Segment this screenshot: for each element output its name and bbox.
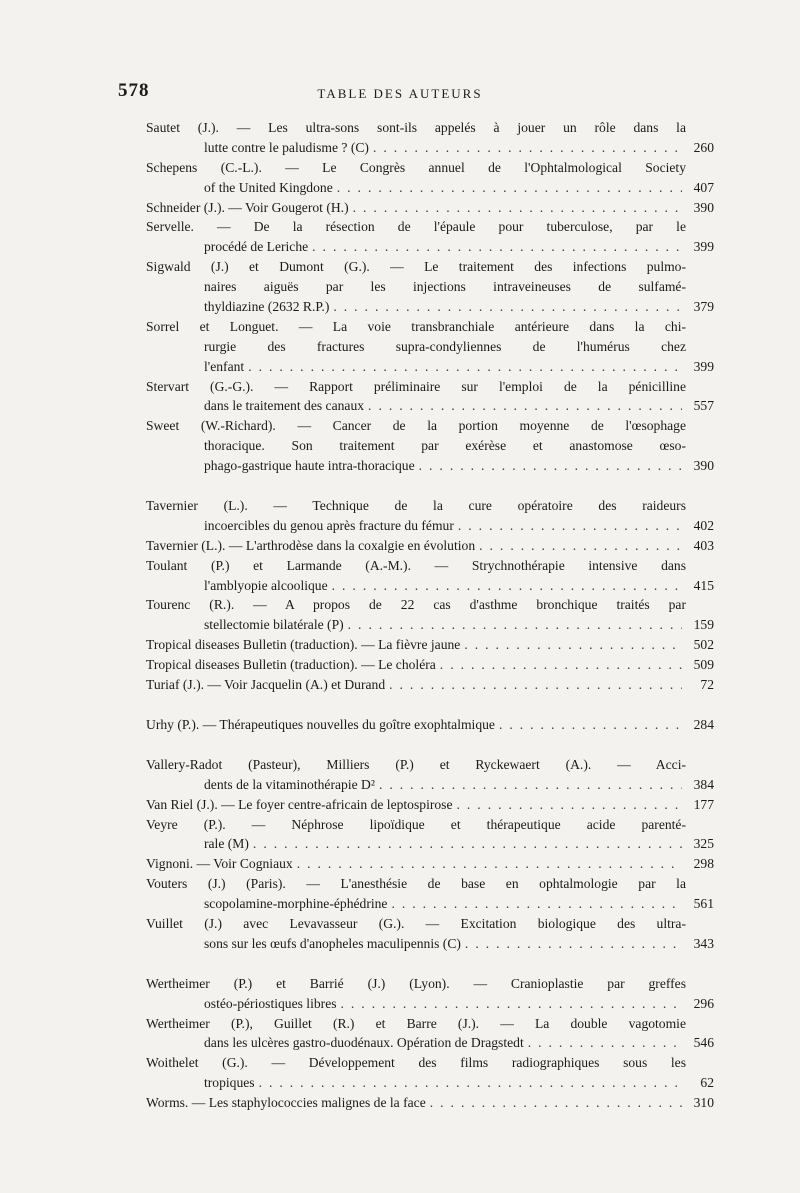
entry-text: Urhy (P.). — Thérapeutiques nouvelles du goître exophtalmique [146,716,495,732]
entry-first-line [146,874,686,894]
page-reference: 384 [693,776,714,792]
entry-text: Tavernier (L.). — L'arthrodèse dans la coxalgie en évolution [146,537,476,553]
entry-first-line [146,595,686,615]
entry-text: Sorrel et Longuet. — La voie transbranchiale antérieure dans la chi- [146,318,686,334]
entry-text: Schneider (J.). — Voir Gougerot (H.) [146,199,349,215]
page-reference: 390 [693,458,714,474]
entry-text: phago-gastrique haute intra-thoracique [204,458,415,474]
entry-continuation-line [146,138,714,158]
dot-leader [528,1033,682,1053]
entry-text: Tourenc (R.). — A propos de 22 cas d'asthme bronchique traités par [146,597,686,613]
index-entry [146,635,714,655]
entry-first-line [146,655,714,675]
index-entry [146,556,714,596]
entry-text: l'enfant [204,358,245,374]
page-reference: 298 [693,856,714,872]
entry-text: Sigwald (J.) et Dumont (G.). — Le traitement des infections pulmo- [146,259,686,275]
page-reference: 399 [693,239,714,255]
author-index [146,118,714,1113]
dot-leader [499,715,682,735]
entry-text: Sweet (W.-Richard). — Cancer de la portion moyenne de l'œsophage [146,418,686,434]
dot-leader [479,536,682,556]
index-entry [146,854,714,874]
dot-leader [259,1073,682,1093]
index-entry [146,377,714,417]
index-entry [146,158,714,198]
dot-leader [458,516,682,536]
entry-continuation-line [146,456,714,476]
entry-continuation-line [146,894,714,914]
page-number: 578 [118,80,150,101]
entry-text: Vouters (J.) (Paris). — L'anesthésie de base en ophtalmologie par la [146,876,686,892]
page-reference: 415 [693,577,714,593]
dot-leader [333,297,682,317]
entry-text: Stervart (G.-G.). — Rapport préliminaire sur l'emploi de la pénicilline [146,378,686,394]
entry-text: dans les ulcères gastro-duodénaux. Opération de Dragstedt [204,1035,524,1051]
dot-leader [391,894,682,914]
dot-leader [379,775,682,795]
index-entry [146,655,714,675]
index-entry [146,317,714,377]
group-separator [146,476,686,496]
entry-text: Servelle. — De la résection de l'épaule pour tuberculose, par le [146,219,686,235]
page-reference: 177 [693,796,714,812]
entry-continuation-line [146,357,714,377]
dot-leader [353,198,682,218]
page-reference: 546 [693,1035,714,1051]
dot-leader [465,934,682,954]
index-entry [146,118,714,158]
index-entry [146,198,714,218]
page-header [118,80,682,104]
group-separator [146,695,686,715]
entry-first-line [146,795,714,815]
entry-first-line [146,217,686,237]
index-entry [146,595,714,635]
index-entry [146,217,714,257]
entry-text: Woithelet (G.). — Développement des films radiographiques sous les [146,1055,686,1071]
entry-continuation-line [146,337,686,357]
entry-text: stellectomie bilatérale (P) [204,617,344,633]
index-entry [146,675,714,695]
entry-first-line [146,536,714,556]
entry-text: thyldiazine (2632 R.P.) [204,299,330,315]
index-entry [146,815,714,855]
entry-text: Vuillet (J.) avec Levavasseur (G.). — Excitation biologique des ultra- [146,915,686,931]
page-reference: 557 [693,398,714,414]
index-entry [146,874,714,914]
index-entry [146,416,714,476]
entry-continuation-line [146,1033,714,1053]
entry-text: Vallery-Radot (Pasteur), Milliers (P.) et Ryckewaert (A.). — Acci- [146,756,686,772]
page-reference: 325 [693,836,714,852]
entry-first-line [146,1093,714,1113]
index-entry [146,1053,714,1093]
entry-text: Worms. — Les staphylococcies malignes de la face [146,1095,426,1111]
entry-text: Veyre (P.). — Néphrose lipoïdique et thérapeutique acide parenté- [146,816,686,832]
entry-text: Schepens (C.-L.). — Le Congrès annuel de l'Ophtalmological Society [146,159,686,175]
group-separator [146,735,686,755]
entry-text: rurgie des fractures supra-condyliennes de l'humérus chez [204,338,686,354]
index-entry [146,974,714,1014]
dot-leader [332,576,682,596]
entry-text: dents de la vitaminothérapie D² [204,776,375,792]
entry-text: sons sur les œufs d'anopheles maculipennis (C) [204,935,461,951]
index-entry [146,1014,714,1054]
entry-text: Turiaf (J.). — Voir Jacquelin (A.) et Durand [146,677,386,693]
entry-text: tropiques [204,1075,255,1091]
index-entry [146,496,714,536]
running-title: TABLE DES AUTEURS [317,86,483,101]
page-reference: 399 [693,358,714,374]
entry-continuation-line [146,436,686,456]
entry-text: Wertheimer (P.), Guillet (R.) et Barre (J.). — La double vagotomie [146,1015,686,1031]
dot-leader [253,834,682,854]
entry-continuation-line [146,934,714,954]
page-reference: 402 [693,517,714,533]
dot-leader [457,795,683,815]
page-reference: 159 [693,617,714,633]
page-reference: 502 [693,637,714,653]
entry-text: naires aiguës par les injections intraveineuses de sulfamé- [204,279,686,295]
entry-text: Van Riel (J.). — Le foyer centre-africain de leptospirose [146,796,453,812]
page-reference: 403 [693,537,714,553]
entry-text: thoracique. Son traitement par exérèse et anastomose œso- [204,438,686,454]
dot-leader [373,138,682,158]
page-reference: 509 [693,657,714,673]
dot-leader [341,994,682,1014]
entry-first-line [146,675,714,695]
dot-leader [464,635,682,655]
entry-first-line [146,496,686,516]
entry-first-line [146,715,714,735]
page-reference: 62 [700,1075,714,1091]
entry-text: Wertheimer (P.) et Barrié (J.) (Lyon). — Cranioplastie par greffes [146,975,686,991]
page-reference: 296 [693,995,714,1011]
index-entry [146,536,714,556]
entry-continuation-line [146,237,714,257]
dot-leader [297,854,682,874]
group-separator [146,954,686,974]
page-reference: 561 [693,896,714,912]
entry-text: incoercibles du genou après fracture du fémur [204,517,454,533]
entry-first-line [146,1014,686,1034]
entry-continuation-line [146,834,714,854]
dot-leader [368,396,682,416]
entry-first-line [146,854,714,874]
entry-continuation-line [146,1073,714,1093]
dot-leader [440,655,682,675]
page-reference: 390 [693,199,714,215]
entry-first-line [146,635,714,655]
entry-text: l'amblyopie alcoolique [204,577,328,593]
entry-text: lutte contre le paludisme ? (C) [204,139,369,155]
dot-leader [248,357,682,377]
index-entry [146,715,714,735]
entry-first-line [146,974,686,994]
entry-first-line [146,198,714,218]
entry-text: Vignoni. — Voir Cogniaux [146,856,293,872]
entry-continuation-line [146,277,686,297]
entry-first-line [146,416,686,436]
index-entry [146,1093,714,1113]
entry-first-line [146,815,686,835]
entry-text: Toulant (P.) et Larmande (A.-M.). — Strychnothérapie intensive dans [146,557,686,573]
dot-leader [430,1093,682,1113]
entry-continuation-line [146,576,714,596]
entry-first-line [146,914,686,934]
entry-text: Tropical diseases Bulletin (traduction). — La fièvre jaune [146,637,461,653]
entry-continuation-line [146,516,714,536]
entry-continuation-line [146,178,714,198]
index-entry [146,795,714,815]
entry-continuation-line [146,396,714,416]
entry-text: Tropical diseases Bulletin (traduction). — Le choléra [146,657,436,673]
entry-text: Sautet (J.). — Les ultra-sons sont-ils appelés à jouer un rôle dans la [146,120,686,135]
page-reference: 72 [700,677,714,693]
page-reference: 284 [693,716,714,732]
entry-first-line [146,377,686,397]
dot-leader [389,675,682,695]
entry-continuation-line [146,297,714,317]
entry-text: ostéo-périostiques libres [204,995,337,1011]
dot-leader [419,456,682,476]
entry-continuation-line [146,615,714,635]
entry-first-line [146,755,686,775]
entry-first-line [146,1053,686,1073]
page-reference: 260 [693,139,714,155]
page-reference: 407 [693,179,714,195]
entry-first-line [146,556,686,576]
entry-continuation-line [146,994,714,1014]
entry-text: dans le traitement des canaux [204,398,365,414]
page-reference: 379 [693,299,714,315]
index-entry [146,914,714,954]
entry-text: scopolamine-morphine-éphédrine [204,896,388,912]
index-entry [146,755,714,795]
dot-leader [337,178,682,198]
entry-continuation-line [146,775,714,795]
dot-leader [312,237,682,257]
entry-first-line [146,317,686,337]
entry-first-line [146,118,686,138]
page-reference: 310 [693,1095,714,1111]
page-reference: 343 [693,935,714,951]
dot-leader [348,615,682,635]
entry-text: Tavernier (L.). — Technique de la cure opératoire des raideurs [146,498,686,514]
entry-text: procédé de Leriche [204,239,309,255]
entry-text: rale (M) [204,836,249,852]
entry-first-line [146,257,686,277]
entry-first-line [146,158,686,178]
entry-text: of the United Kingdone [204,179,333,195]
index-entry [146,257,714,317]
